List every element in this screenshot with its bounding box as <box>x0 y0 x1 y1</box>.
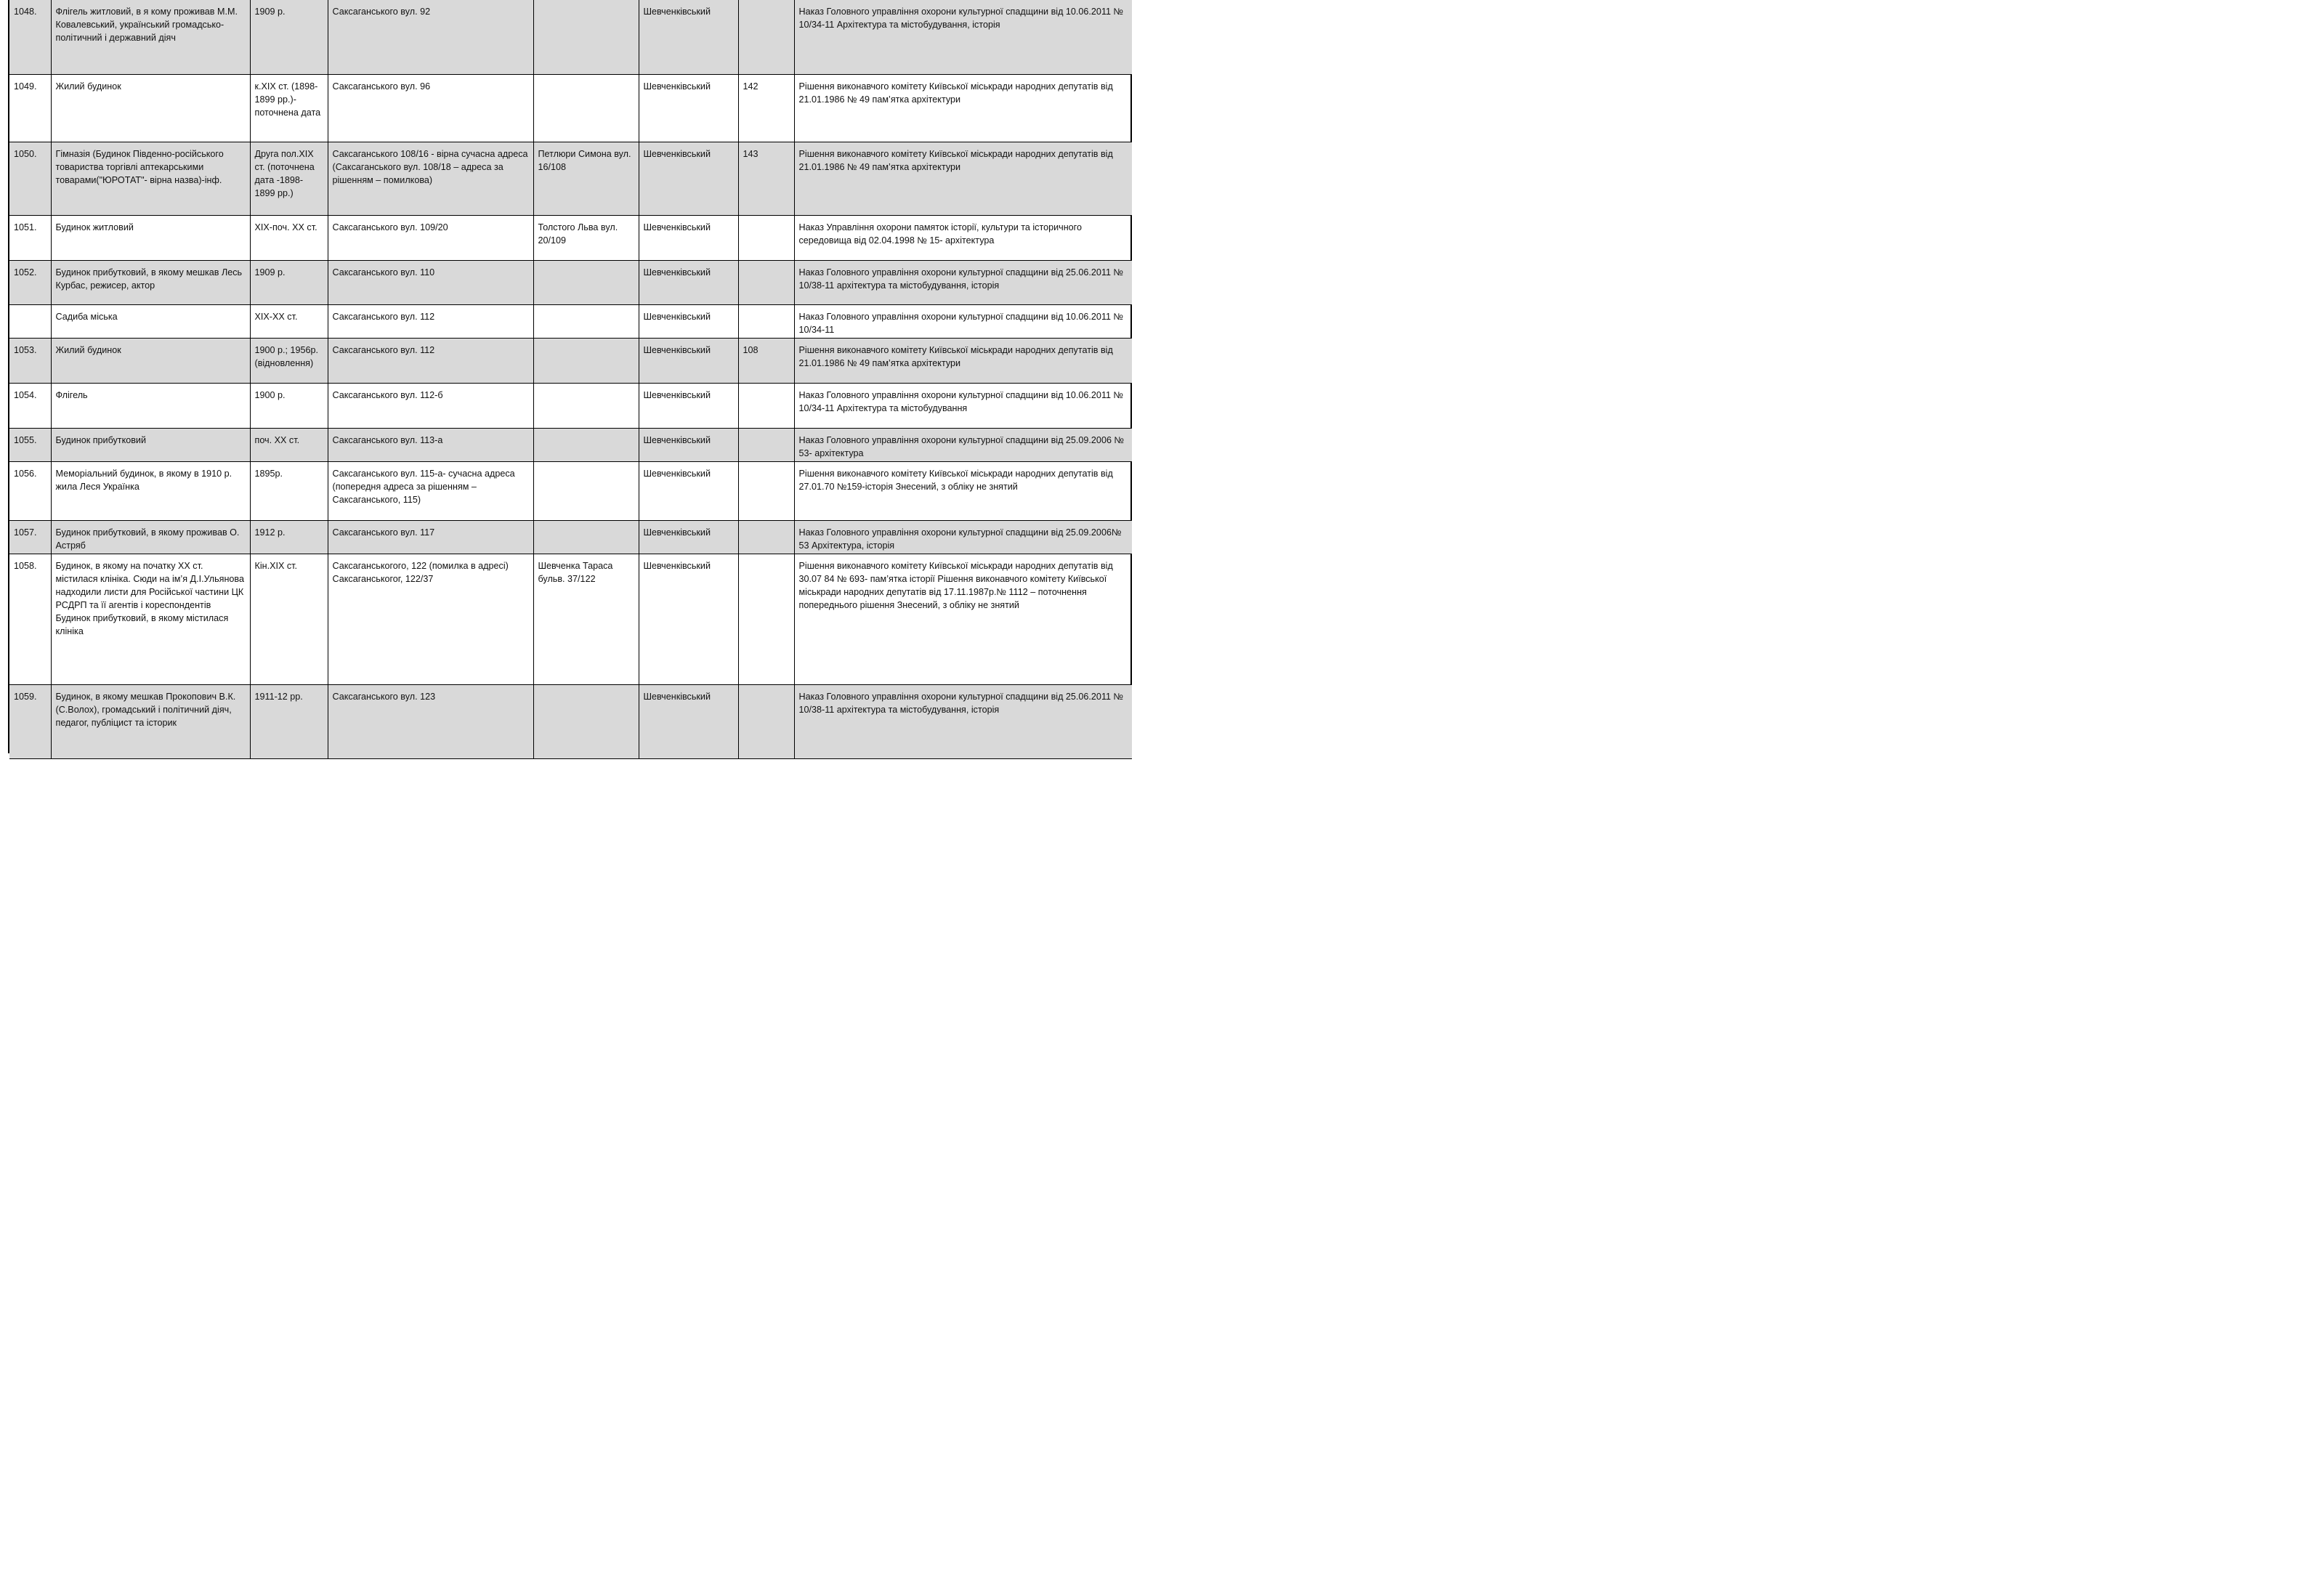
protection-number-cell <box>738 260 794 304</box>
object-district-cell: Шевченківський <box>639 338 738 383</box>
object-district-cell: Шевченківський <box>639 461 738 520</box>
object-alt-address-cell <box>533 684 639 758</box>
protection-number-cell <box>738 554 794 684</box>
object-alt-address-cell: Толстого Льва вул. 20/109 <box>533 215 639 260</box>
object-name-cell: Будинок прибутковий <box>51 428 250 461</box>
object-address-cell: Саксаганського вул. 115-а- сучасна адреса (попередня адреса за рішенням – Саксаганського, 115) <box>328 461 533 520</box>
row-number-cell: 1049. <box>9 74 51 142</box>
object-date-cell: 1909 р. <box>250 260 328 304</box>
table-row <box>9 215 1132 260</box>
object-date-cell: XIX-XX ст. <box>250 304 328 338</box>
protection-number-cell: 108 <box>738 338 794 383</box>
table-row <box>9 260 1132 304</box>
object-alt-address-cell <box>533 461 639 520</box>
object-date-cell: 1895р. <box>250 461 328 520</box>
object-name-cell: Жилий будинок <box>51 74 250 142</box>
protection-document-cell: Наказ Головного управління охорони культурної спадщини від 25.09.2006№ 53 Архітектура, історія <box>794 520 1132 554</box>
protection-number-cell <box>738 215 794 260</box>
object-name-cell: Жилий будинок <box>51 338 250 383</box>
protection-document-cell: Наказ Головного управління охорони культурної спадщини від 25.06.2011 № 10/38-11 архітектура та містобудування, історія <box>794 684 1132 758</box>
object-alt-address-cell <box>533 260 639 304</box>
table-row <box>9 0 1132 74</box>
object-name-cell: Флігель житловий, в я кому проживав М.М. Ковалевський, український громадсько- політичний і державний діяч <box>51 0 250 74</box>
object-alt-address-cell <box>533 74 639 142</box>
row-number-cell: 1057. <box>9 520 51 554</box>
protection-document-cell: Наказ Головного управління охорони культурної спадщини від 10.06.2011 № 10/34-11 <box>794 304 1132 338</box>
table-row <box>9 520 1132 554</box>
object-date-cell: Друга пол.XIX ст. (поточнена дата -1898-1899 рр.) <box>250 142 328 215</box>
object-address-cell: Саксаганського вул. 117 <box>328 520 533 554</box>
table-row <box>9 142 1132 215</box>
protection-document-cell: Наказ Головного управління охорони культурної спадщини від 25.06.2011 № 10/38-11 архітектура та містобудування, історія <box>794 260 1132 304</box>
table-row <box>9 684 1132 758</box>
object-date-cell: Кін.XIX ст. <box>250 554 328 684</box>
row-number-cell <box>9 304 51 338</box>
protection-number-cell: 142 <box>738 74 794 142</box>
row-number-cell: 1054. <box>9 383 51 428</box>
object-alt-address-cell <box>533 304 639 338</box>
row-number-cell: 1058. <box>9 554 51 684</box>
object-alt-address-cell <box>533 338 639 383</box>
object-alt-address-cell: Петлюри Симона вул. 16/108 <box>533 142 639 215</box>
object-address-cell: Саксаганського 108/16 - вірна сучасна адреса (Саксаганського вул. 108/18 – адреса за рішенням – помилкова) <box>328 142 533 215</box>
object-name-cell: Будинок прибутковий, в якому мешкав Лесь Курбас, режисер, актор <box>51 260 250 304</box>
row-number-cell: 1050. <box>9 142 51 215</box>
object-district-cell: Шевченківський <box>639 554 738 684</box>
object-date-cell: 1900 р. <box>250 383 328 428</box>
protection-number-cell <box>738 684 794 758</box>
table-row <box>9 74 1132 142</box>
object-address-cell: Саксаганського вул. 112-б <box>328 383 533 428</box>
table-row <box>9 304 1132 338</box>
row-number-cell: 1053. <box>9 338 51 383</box>
protection-document-cell: Рішення виконавчого комітету Київської міськради народних депутатів від 21.01.1986 № 49 пам’ятка архітектури <box>794 338 1132 383</box>
object-alt-address-cell <box>533 428 639 461</box>
object-date-cell: XIX-поч. XX ст. <box>250 215 328 260</box>
object-district-cell: Шевченківський <box>639 383 738 428</box>
object-date-cell: поч. XX ст. <box>250 428 328 461</box>
object-address-cell: Саксаганського вул. 110 <box>328 260 533 304</box>
object-address-cell: Саксаганського вул. 96 <box>328 74 533 142</box>
object-name-cell: Будинок прибутковий, в якому проживав О. Астряб <box>51 520 250 554</box>
heritage-register-table <box>9 0 1132 759</box>
object-date-cell: к.XIX ст. (1898-1899 рр.)- поточнена дата <box>250 74 328 142</box>
row-number-cell: 1056. <box>9 461 51 520</box>
row-number-cell: 1055. <box>9 428 51 461</box>
protection-document-cell: Рішення виконавчого комітету Київської міськради народних депутатів від 21.01.1986 № 49 пам’ятка архітектури <box>794 74 1132 142</box>
object-address-cell: Саксаганського вул. 92 <box>328 0 533 74</box>
row-number-cell: 1051. <box>9 215 51 260</box>
row-number-cell: 1048. <box>9 0 51 74</box>
protection-number-cell <box>738 383 794 428</box>
table-row <box>9 428 1132 461</box>
object-district-cell: Шевченківський <box>639 215 738 260</box>
object-alt-address-cell <box>533 383 639 428</box>
object-name-cell: Гімназія (Будинок Південно-російського товариства торгівлі аптекарськими товарами("ЮРОТАТ"- вірна назва)-інф. <box>51 142 250 215</box>
protection-document-cell: Рішення виконавчого комітету Київської міськради народних депутатів від 21.01.1986 № 49 пам’ятка архітектури <box>794 142 1132 215</box>
object-district-cell: Шевченківський <box>639 260 738 304</box>
object-name-cell: Будинок, в якому на початку XX ст. містилася клініка. Сюди на ім’я Д.І.Ульянова надходили листи для Російської частини ЦК РСДРП та її агентів і кореспондентів Будинок прибутковий, в якому містилася клініка <box>51 554 250 684</box>
object-district-cell: Шевченківський <box>639 684 738 758</box>
object-address-cell: Саксаганського вул. 109/20 <box>328 215 533 260</box>
object-alt-address-cell <box>533 0 639 74</box>
protection-number-cell <box>738 428 794 461</box>
row-number-cell: 1059. <box>9 684 51 758</box>
object-name-cell: Меморіальний будинок, в якому в 1910 р. жила Леся Українка <box>51 461 250 520</box>
object-district-cell: Шевченківський <box>639 304 738 338</box>
object-name-cell: Будинок, в якому мешкав Прокопович В.К. (С.Волох), громадський і політичний діяч, педагог, публіцист та історик <box>51 684 250 758</box>
object-address-cell: Саксаганського вул. 112 <box>328 338 533 383</box>
object-name-cell: Садиба міська <box>51 304 250 338</box>
object-address-cell: Саксаганськогого, 122 (помилка в адресі) Саксаганськогог, 122/37 <box>328 554 533 684</box>
protection-number-cell <box>738 520 794 554</box>
protection-document-cell: Наказ Головного управління охорони культурної спадщини від 10.06.2011 № 10/34-11 Архітектура та містобудування <box>794 383 1132 428</box>
protection-document-cell: Наказ Головного управління охорони культурної спадщини від 25.09.2006 № 53- архітектура <box>794 428 1132 461</box>
protection-document-cell: Наказ Головного управління охорони культурної спадщини від 10.06.2011 № 10/34-11 Архітектура та містобудування, історія <box>794 0 1132 74</box>
object-date-cell: 1911-12 рр. <box>250 684 328 758</box>
object-district-cell: Шевченківський <box>639 74 738 142</box>
table-body <box>9 0 1132 758</box>
object-name-cell: Флігель <box>51 383 250 428</box>
object-district-cell: Шевченківський <box>639 428 738 461</box>
object-district-cell: Шевченківський <box>639 0 738 74</box>
object-address-cell: Саксаганського вул. 123 <box>328 684 533 758</box>
protection-number-cell <box>738 461 794 520</box>
protection-document-cell: Рішення виконавчого комітету Київської міськради народних депутатів від 30.07 84 № 693- пам’ятка історії Рішення виконавчого комітету Київської міськради народних депутатів від 17.11.1987р.№ 1112 – поточнення попереднього рішення Знесений, з обліку не знятий <box>794 554 1132 684</box>
object-district-cell: Шевченківський <box>639 142 738 215</box>
protection-number-cell: 143 <box>738 142 794 215</box>
heritage-register-sheet <box>8 0 1132 753</box>
object-alt-address-cell <box>533 520 639 554</box>
table-row <box>9 383 1132 428</box>
object-date-cell: 1912 р. <box>250 520 328 554</box>
object-alt-address-cell: Шевченка Тараса бульв. 37/122 <box>533 554 639 684</box>
object-address-cell: Саксаганського вул. 112 <box>328 304 533 338</box>
protection-document-cell: Рішення виконавчого комітету Київської міськради народних депутатів від 27.01.70 №159-історія Знесений, з обліку не знятий <box>794 461 1132 520</box>
table-row <box>9 461 1132 520</box>
object-district-cell: Шевченківський <box>639 520 738 554</box>
row-number-cell: 1052. <box>9 260 51 304</box>
object-name-cell: Будинок житловий <box>51 215 250 260</box>
protection-number-cell <box>738 0 794 74</box>
protection-number-cell <box>738 304 794 338</box>
object-date-cell: 1909 р. <box>250 0 328 74</box>
object-date-cell: 1900 р.; 1956р. (відновлення) <box>250 338 328 383</box>
protection-document-cell: Наказ Управління охорони памяток історії, культури та історичного середовища від 02.04.1998 № 15- архітектура <box>794 215 1132 260</box>
table-row <box>9 554 1132 684</box>
object-address-cell: Саксаганського вул. 113-а <box>328 428 533 461</box>
table-row <box>9 338 1132 383</box>
